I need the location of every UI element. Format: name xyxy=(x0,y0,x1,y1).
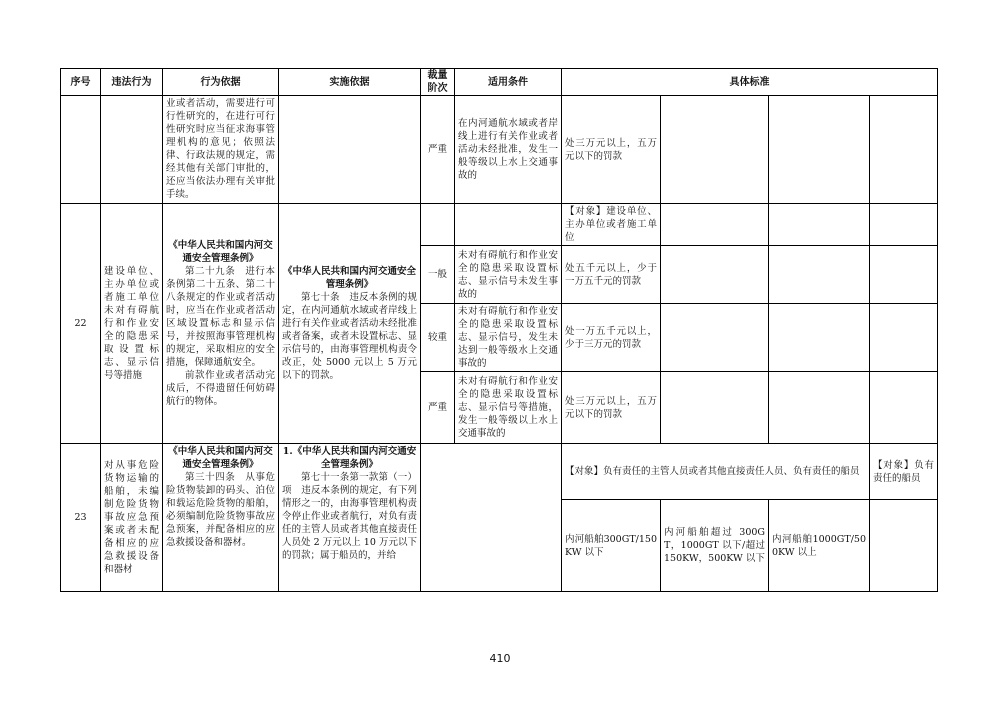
cont-basis: 业或者活动，需要进行可行性研究的，在进行可行性研究时应当征求海事管理机构的意见；依照法律、行政法规的规定，需经其他有关部门审批的，还应当依法办理有关审批手续。 xyxy=(163,96,279,204)
row22-basis-p1: 第二十九条 进行本条例第二十五条、第二十八条规定的作业或者活动时，应当在作业或者活动区域设置标志和显示信号，并按照海事管理机构的规定，采取相应的安全措施，保障通航安全。 xyxy=(166,266,275,368)
header-row xyxy=(61,69,938,96)
table-row xyxy=(61,444,938,500)
row22-target: 【对象】建设单位、主办单位或者施工单位 xyxy=(562,204,661,246)
row22-impl-title: 《中华人民共和国内河交通安全管理条例》 xyxy=(282,266,416,290)
row22-cond-3: 未对有碍航行和作业安全的隐患采取设置标志、显示信号等措施，发生一般等级以上水上交通事故的 xyxy=(455,372,562,444)
cont-std: 处三万元以上，五万元以下的罚款 xyxy=(562,96,661,204)
header-act: 违法行为 xyxy=(101,69,163,96)
row23-ship-b: 内河船舶超过 300GT，1000GT 以下/超过150KW，500KW 以下 xyxy=(661,500,769,592)
header-std: 具体标准 xyxy=(562,69,938,96)
row23-basis xyxy=(163,444,279,592)
row23-ship-a: 内河船舶300GT/150KW 以下 xyxy=(562,500,661,592)
row22-std-1: 处五千元以上，少于一万五千元的罚款 xyxy=(562,246,661,304)
row23-basis-p1: 第三十四条 从事危险货物装卸的码头、泊位和载运危险货物的船舶，必须编制危险货物事故应急预案，并配备相应的应急救援设备和器材。 xyxy=(166,472,275,548)
row22-level-2: 较重 xyxy=(421,304,455,372)
row23-basis-title: 《中华人民共和国内河交通安全管理条例》 xyxy=(168,446,273,470)
row22-impl-p1: 第七十条 违反本条例的规定，在内河通航水域或者岸线上进行有关作业或者活动未经批准或者备案，或者未设置标志、显示信号的，由海事管理机构责令改正，处 5000 元以上 5 万元以下的罚款。 xyxy=(282,292,417,381)
cont-cond: 在内河通航水域或者岸线上进行有关作业或者活动未经批准，发生一般等级以上水上交通事故的 xyxy=(455,96,562,204)
cont-seq xyxy=(61,96,101,204)
table-row xyxy=(61,96,938,204)
row23-target-b: 【对象】负有责任的船员 xyxy=(870,444,938,500)
cont-level: 严重 xyxy=(421,96,455,204)
cont-act xyxy=(101,96,163,204)
row22-seq: 22 xyxy=(61,204,101,444)
row23-target-a: 【对象】负有责任的主管人员或者其他直接责任人员、负有责任的船员 xyxy=(562,444,870,500)
row23-impl-title: 1.《中华人民共和国内河交通安全管理条例》 xyxy=(282,446,417,470)
header-level: 裁量阶次 xyxy=(421,69,455,96)
row22-cond-2: 未对有碍航行和作业安全的隐患采取设置标志、显示信号，发生未达到一般等级水上交通事故的 xyxy=(455,304,562,372)
row22-level-1: 一般 xyxy=(421,246,455,304)
page-number: 410 xyxy=(489,652,511,665)
row23-ship-c: 内河船舶1000GT/500KW 以上 xyxy=(769,500,870,592)
row22-cond-1: 未对有碍航行和作业安全的隐患采取设置标志、显示信号未发生事故的 xyxy=(455,246,562,304)
row23-seq: 23 xyxy=(61,444,101,592)
header-basis: 行为依据 xyxy=(163,69,279,96)
row23-impl xyxy=(279,444,421,592)
row22-act: 建设单位、主办单位或者施工单位未对有碍航行和作业安全的隐患采取设置标志、显示信号等措施 xyxy=(101,204,163,444)
row22-level-3: 严重 xyxy=(421,372,455,444)
header-impl: 实施依据 xyxy=(279,69,421,96)
row23-impl-p1: 第七十一条第一款第（一）项 违反本条例的规定，有下列情形之一的，由海事管理机构责令停止作业或者航行，对负有责任的主管人员或者其他直接责任人员处 2 万元以上 10 万元以下的罚款；属于船员的，并给 xyxy=(282,472,417,561)
row22-basis-title: 《中华人民共和国内河交通安全管理条例》 xyxy=(168,240,273,264)
row22-basis-p2: 前款作业或者活动完成后，不得遗留任何妨碍航行的物体。 xyxy=(166,370,275,407)
header-seq: 序号 xyxy=(61,69,101,96)
header-cond: 适用条件 xyxy=(455,69,562,96)
regulation-table xyxy=(60,68,938,592)
cont-impl xyxy=(279,96,421,204)
row22-basis xyxy=(163,204,279,444)
row22-std-3: 处三万元以上，五万元以下的罚款 xyxy=(562,372,661,444)
row22-std-2: 处一万五千元以上，少于三万元的罚款 xyxy=(562,304,661,372)
row23-act: 对从事危险货物运输的船舶，未编制危险货物事故应急预案或者未配备相应的应急救援设备和器材 xyxy=(101,444,163,592)
table-row xyxy=(61,204,938,246)
row22-impl xyxy=(279,204,421,444)
